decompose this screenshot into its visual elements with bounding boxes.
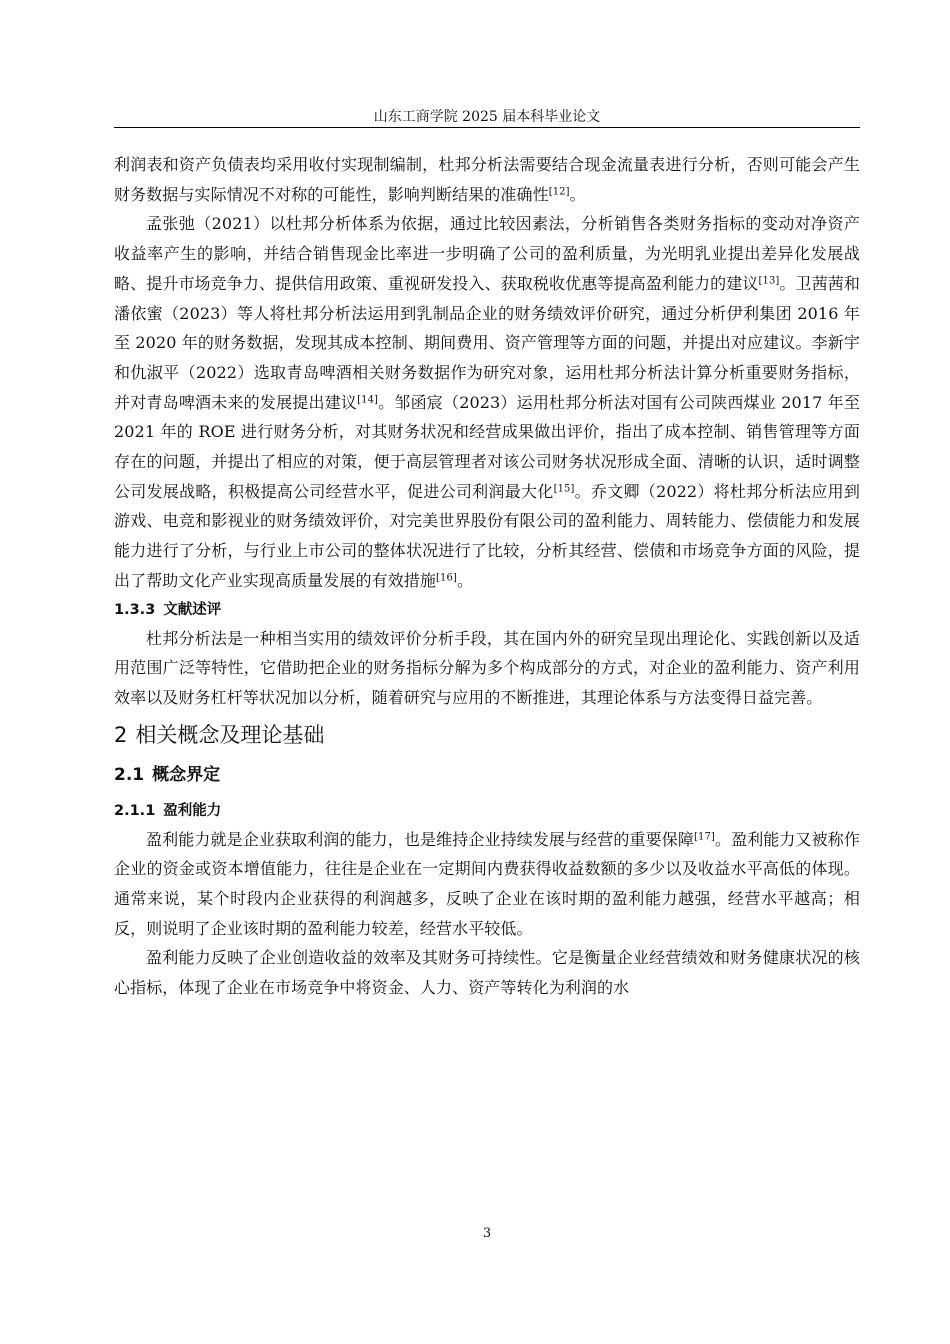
section-number: 2.1.1 bbox=[114, 802, 156, 819]
paragraph-text: 盈利能力反映了企业创造收益的效率及其财务可持续性。它是衡量企业经营绩效和财务健康状况的核心指标，体现了企业在市场竞争中将资金、人力、资产等转化为利润的水 bbox=[114, 948, 860, 998]
paragraph-literature-review bbox=[114, 209, 860, 595]
paragraph-text: 。邹函宸（2023）运用杜邦分析法对国有公司陕西煤业 2017 年至 2021 年的 ROE 进行财务分析，对其财务状况和经营成果做出评价，指出了成本控制、销售管理等方面存在的问题，并提出了相应的对策，便于高层管理者对该公司财务状况形成全面、清晰的认识，适时调整公司发展战略，积极提高公司经营水平，促进公司利润最大化 bbox=[114, 392, 860, 501]
citation-ref: [17] bbox=[694, 831, 715, 843]
section-heading-1-3-3 bbox=[114, 596, 860, 624]
section-title: 文献述评 bbox=[163, 601, 222, 618]
citation-ref: [16] bbox=[436, 572, 457, 584]
paragraph-text: 。乔文卿（2022）将杜邦分析法应用到游戏、电竞和影视业的财务绩效评价，对完美世界股份有限公司的盈利能力、周转能力、偿债能力和发展能力进行了分析，与行业上市公司的整体状况进行了比较，分析其经营、偿债和市场竞争方面的风险，提出了帮助文化产业实现高质量发展的有效措施 bbox=[114, 481, 860, 590]
citation-ref: [14] bbox=[357, 394, 379, 406]
section-number: 1.3.3 bbox=[114, 601, 156, 618]
citation-ref: [15] bbox=[553, 483, 575, 495]
section-heading-2-1 bbox=[114, 759, 860, 791]
paragraph-text: 利润表和资产负债表均采用收付实现制编制，杜邦分析法需要结合现金流量表进行分析，否则可能会产生财务数据与实际情况不对称的可能性，影响判断结果的准确性 bbox=[114, 155, 860, 204]
section-number: 2.1 bbox=[114, 764, 145, 785]
paragraph-profitability-definition bbox=[114, 825, 860, 944]
paragraph-text: 。 bbox=[456, 570, 474, 590]
chapter-heading-2 bbox=[114, 717, 860, 753]
paragraph-text: 杜邦分析法是一种相当实用的绩效评价分析手段，其在国内外的研究呈现出理论化、实践创新以及适用范围广泛等特性，它借助把企业的财务指标分解为多个构成部分的方式，对企业的盈利能力、资产利用效率以及财务杠杆等状况加以分析，随着研究与应用的不断推进，其理论体系与方法变得日益完善。 bbox=[114, 628, 860, 707]
section-title: 概念界定 bbox=[152, 764, 221, 785]
citation-ref: [13] bbox=[758, 275, 780, 287]
paragraph-profitability-significance bbox=[114, 943, 860, 1002]
citation-ref: [12] bbox=[548, 186, 570, 198]
page-body bbox=[114, 150, 860, 1003]
section-title: 盈利能力 bbox=[163, 802, 222, 819]
chapter-number: 2 bbox=[114, 722, 128, 747]
page-number: 3 bbox=[482, 1226, 492, 1241]
paragraph-text: 孟张弛（2021）以杜邦分析体系为依据，通过比较因素法，分析销售各类财务指标的变动对净资产收益率产生的影响，并结合销售现金比率进一步明确了公司的盈利质量，为光明乳业提出差异化发展战略、提升市场竞争力、提供信用政策、重视研发投入、获取税收优惠等提高盈利能力的建议 bbox=[114, 214, 860, 293]
paragraph-text: 。 bbox=[569, 184, 586, 204]
running-header: 山东工商学院 2025 届本科毕业论文 bbox=[373, 109, 601, 125]
paragraph-text: 。卫茜茜和潘依蜜（2023）等人将杜邦分析法运用到乳制品企业的财务绩效评价研究，通过分析伊利集团 2016 年至 2020 年的财务数据，发现其成本控制、期间费用、资产管理等方面的问题，并提出对应建议。李新宇和仇淑平（2022）选取青岛啤酒相关财务数据作为研究对象，运用杜邦分析法计算分析重要财务指标，并对青岛啤酒未来的发展提出建议 bbox=[114, 273, 860, 412]
paragraph-text: 盈利能力就是企业获取利润的能力，也是维持企业持续发展与经营的重要保障 bbox=[146, 829, 694, 849]
chapter-title: 相关概念及理论基础 bbox=[135, 722, 325, 747]
section-heading-2-1-1 bbox=[114, 797, 860, 825]
paragraph-text: 。盈利能力又被称作企业的资金或资本增值能力，往往是企业在一定期间内费获得收益数额的多少以及收益水平高低的体现。通常来说，某个时段内企业获得的利润越多，反映了企业在该时期的盈利能力越强，经营水平越高；相反，则说明了企业该时期的盈利能力较差，经营水平较低。 bbox=[114, 829, 860, 938]
paragraph-continued bbox=[114, 150, 860, 209]
header-rule bbox=[114, 127, 860, 128]
paragraph-review-summary bbox=[114, 624, 860, 713]
